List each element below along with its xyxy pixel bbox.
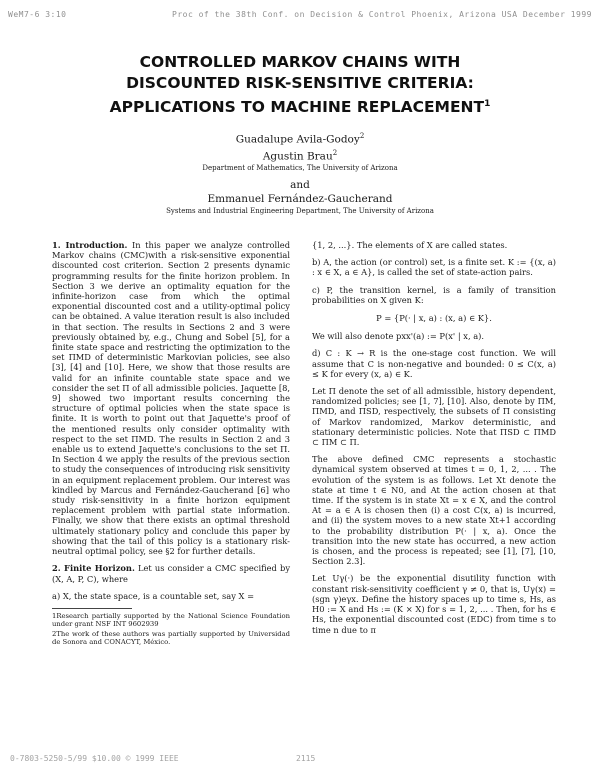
author-2-name: Agustin Brau: [262, 150, 333, 162]
introduction-text: In this paper we analyze controlled Markov chains (CMC)with a risk-sensitive exponential discounted cost criterion. Section 2 presents dynamic programming results for the finite horizon problem. In Section 3 we derive an optimality equation for the infinite-horizon case from which the optimal exponential discounted cost and a utility-optimal policy can be obtained. A value iteration result is also included in that section. The results in Sections 2 and 3 were previously obtained by, e.g., Chung and Sobel [5], for a finite state space and restricting the optimization to the set ΠMD of deterministic Markovian policies, see also [3], [4] and [10]. Here, we show that those results are valid for an infinite countable state space and we consider the set Π of all admissible policies. Jaquette [8, 9] showed two important results concerning the structure of optimal policies when the state space is finite. It is worth to point out that Jaquette's proof of the mentioned results only consider optimality with respect to the set ΠMD. The results in Section 2 and 3 enable us to extend Jaquette's conclusions to the set Π. In Section 4 we apply the results of the previous section to study the consequences of introducing risk sensitivity in an equipment replacement problem. Our interest was kindled by Marcus and Fernández-Gaucherand [6] who study risk-sensitivity in a finite horizon equipment replacement problem with partial state information. Finally, we show that there exists an optimal threshold ultimately stationary policy and conclude this paper by showing that the tail of this policy is a stationary risk-neutral optimal policy, see §2 for further details.: [52, 240, 291, 557]
author-1: [60, 130, 540, 147]
item-b-action-set: b) A, the action (or control) set, is a finite set. K := {(x, a) : x ∈ X, a ∈ A}, is called the set of state-action pairs.: [312, 257, 556, 278]
title-line-2: DISCOUNTED RISK-SENSITIVE CRITERIA:: [126, 74, 474, 92]
footnote-rule: [52, 608, 132, 609]
affiliation-sie: Systems and Industrial Engineering Department, The University of Arizona: [166, 207, 434, 215]
item-a-state-space: a) X, the state space, is a countable set, say X =: [52, 590, 255, 601]
title-line-3-text: APPLICATIONS TO MACHINE REPLACEMENT: [109, 98, 485, 117]
author-3: Emmanuel Fernández-Gaucherand: [207, 193, 393, 205]
header-proceedings: Proc of the 38th Conf. on Decision & Control Phoenix, Arizona USA December 1999: [172, 10, 592, 19]
paper-title: [40, 52, 560, 118]
author-and: and: [290, 179, 310, 191]
running-header: [8, 10, 592, 22]
author-1-name: Guadalupe Avila-Godoy: [235, 133, 360, 146]
page-number: 2115: [296, 754, 316, 763]
author-1-mark: 2: [359, 132, 365, 140]
transition-notation: We will also denote pxx'(a) := P(x' | x, a).: [312, 331, 485, 342]
author-2: [60, 147, 540, 164]
author-block: [60, 130, 540, 222]
footnote-1: 1Research partially supported by the National Science Foundation under grant NSF INT 9602939: [52, 611, 290, 629]
right-column: [312, 240, 556, 642]
header-session: WeM7-6 3:10: [8, 10, 67, 19]
state-set-continuation: {1, 2, ...}. The elements of X are called states.: [312, 240, 508, 250]
left-column: [52, 240, 290, 648]
title-line-1: CONTROLLED MARKOV CHAINS WITH: [139, 53, 461, 71]
transition-kernel-equation: P = {P(· | x, a) : (x, a) ∈ K}.: [376, 313, 492, 324]
cmc-description-paragraph: The above defined CMC represents a stochastic dynamical system observed at times t = 0, 1, 2, ... . The evolution of the system is as follows. Let Xt denote the state at time t ∈ N0, and At the action chosen at that time. If the system is in state Xt = x ∈ X, and the control At = a ∈ A is chosen then (i) a cost C(x, a) is incurred, and (ii) the system moves to a new state Xt+1 according to the probability distribution P(· | x, a). Once the transition into the new state has occurred, a new action is chosen, and the process is repeated; see [1], [7], [10, Section 2.3].: [312, 454, 556, 567]
finite-horizon-text: Let us consider a CMC specified by (X, A, P, C), where: [52, 563, 291, 584]
utility-paragraph: Let Uγ(·) be the exponential disutility function with constant risk-sensitivity coefficient γ ≠ 0, that is, Uγ(x) = (sgn γ)eγx. Define the history spaces up to time s, Hs, as H0 := X and Hs := (K × X) for s = 1, 2, ... . Then, for hs ∈ Hs, the exponential discounted cost (EDC) from time s to time n due to π: [312, 573, 556, 635]
page-footer: [10, 754, 590, 766]
introduction-paragraph: [52, 240, 290, 556]
finite-horizon-heading: 2. Finite Horizon.: [52, 563, 135, 574]
footer-copyright: 0-7803-5250-5/99 $10.00 © 1999 IEEE: [10, 754, 179, 763]
introduction-heading: 1. Introduction.: [52, 240, 128, 250]
title-line-3: [40, 94, 560, 118]
affiliation-math: Department of Mathematics, The University of Arizona: [202, 164, 398, 172]
footnotes: [52, 608, 290, 647]
footnote-2: 2The work of these authors was partially supported by Universidad de Sonora and CONACYT, México.: [52, 629, 290, 647]
author-2-mark: 2: [332, 148, 338, 157]
finite-horizon-paragraph: [52, 563, 290, 583]
title-footnote-mark: 1: [484, 99, 491, 109]
policies-paragraph: Let Π denote the set of all admissible, history dependent, randomized policies; see [1, 7], [10]. Also, denote by ΠM, ΠMD, and ΠSD, respectively, the subsets of Π consisting of Markov randomized, Markov deterministic, and stationary deterministic policies. Note that ΠSD ⊂ ΠMD ⊂ ΠM ⊂ Π.: [312, 386, 556, 448]
item-d-cost-function: d) C : K → R is the one-stage cost function. We will assume that C is non-negative and bounded: 0 ≤ C(x, a) ≤ K for every (x, a) ∈ K.: [312, 348, 556, 379]
item-c-transition-kernel: c) P, the transition kernel, is a family of transition probabilities on X given K:: [312, 284, 556, 305]
